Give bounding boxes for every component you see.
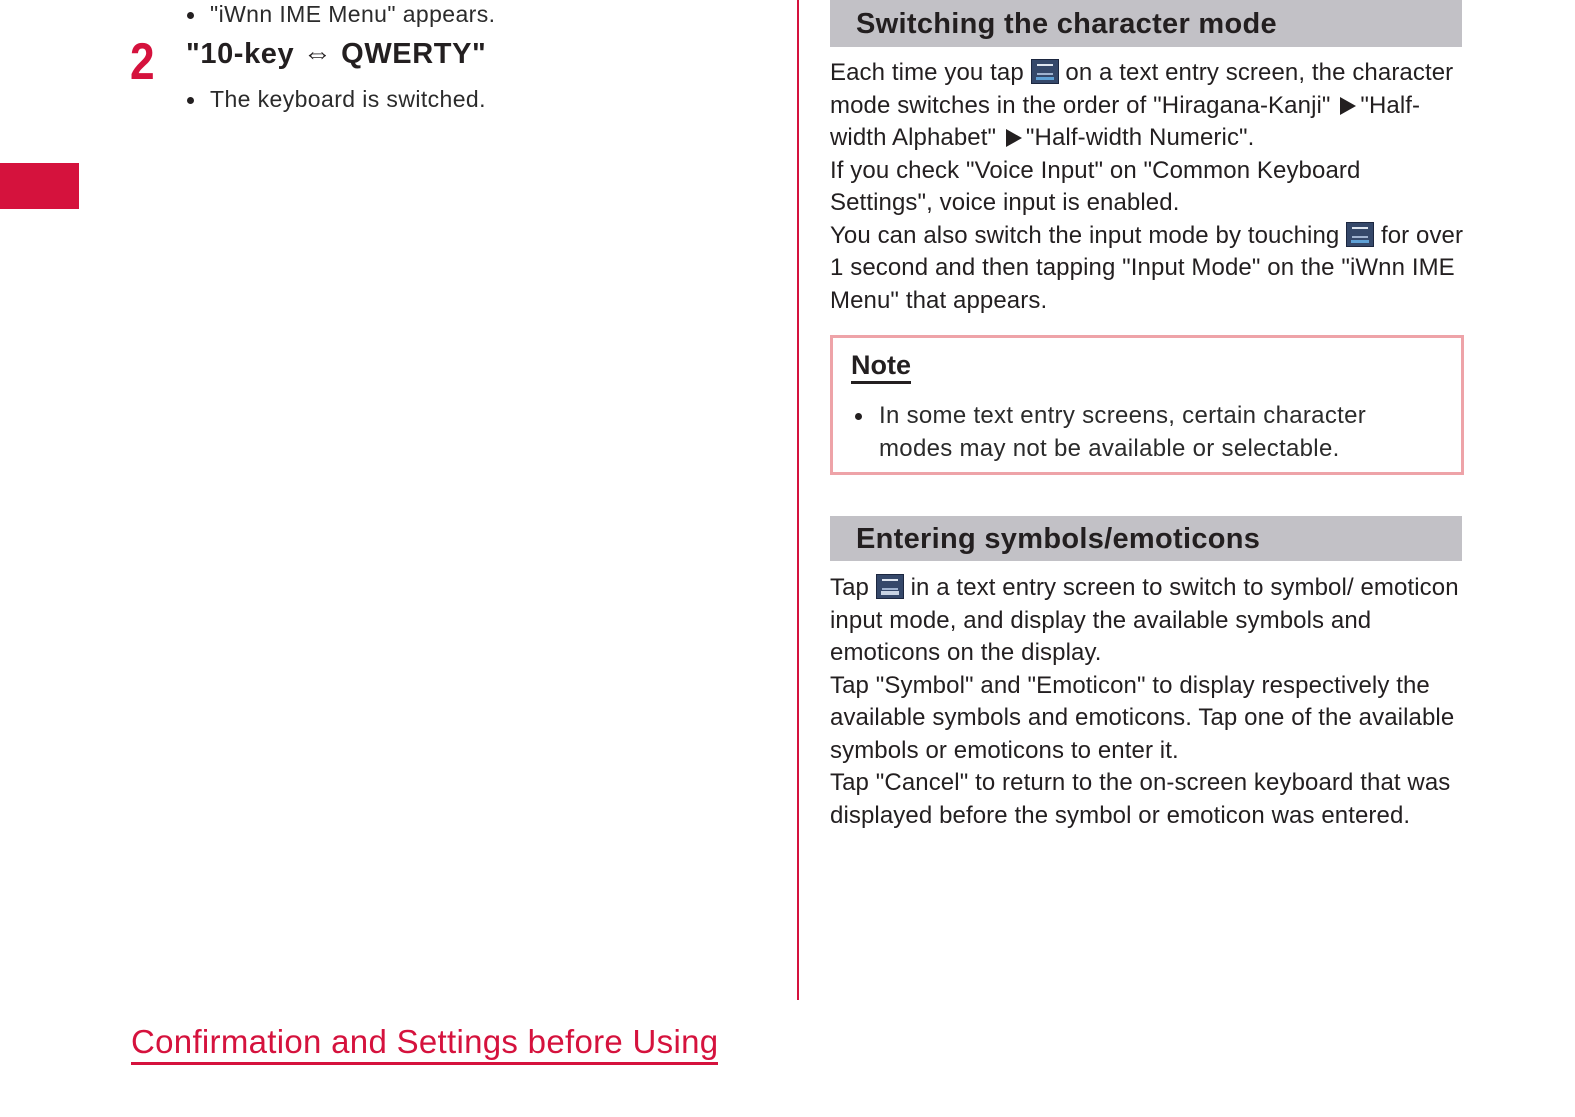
note-title: Note	[851, 350, 911, 384]
text-run: in a text entry screen to switch to symbol/ emoticon input mode, and display the available symbols and emoticons on the display.	[830, 574, 1459, 666]
text-run: "Half-width Alphabet"	[830, 91, 1421, 151]
text-run: You can also switch the input mode by touching	[830, 221, 1340, 249]
list-item-text: The keyboard is switched.	[210, 86, 486, 112]
note-item	[853, 400, 1443, 465]
bullet-icon	[855, 413, 862, 420]
section-heading-bar	[830, 0, 1462, 47]
text-run: for over 1 second and then tapping "Input Mode" on the "iWnn IME Menu" that appears.	[830, 221, 1464, 314]
section-heading-bar	[830, 516, 1462, 561]
bullet-icon	[187, 97, 194, 104]
text-run: Tap	[830, 574, 869, 601]
section-title: Switching the character mode	[856, 8, 1277, 40]
paragraph	[830, 220, 1470, 318]
paragraph: Tap "Symbol" and "Emoticon" to display respectively the available symbols and emoticons. Tap one of the available symbols or emoticons to enter it.	[830, 671, 1455, 764]
paragraph: Tap "Cancel" to return to the on-screen keyboard that was displayed before the symbol or emoticon was entered.	[830, 769, 1451, 829]
right-triangle-icon	[1340, 97, 1356, 115]
right-triangle-icon	[1006, 129, 1022, 147]
list-item	[187, 86, 486, 113]
character-mode-key-icon	[1346, 222, 1374, 247]
text-run: on a text entry screen, the character mode switches in the order of "Hiragana-Kanji"	[830, 59, 1454, 119]
list-item-text: "iWnn IME Menu" appears.	[210, 1, 496, 27]
note-item-text: In some text entry screens, certain character modes may not be available or selectable.	[879, 402, 1367, 462]
chapter-index-tab	[0, 163, 79, 209]
bullet-icon	[187, 12, 194, 19]
symbol-key-icon	[876, 574, 904, 599]
note-box	[830, 335, 1464, 475]
paragraph	[830, 572, 1470, 670]
character-mode-key-icon	[1031, 59, 1059, 84]
section-body	[830, 57, 1470, 317]
section-title: Entering symbols/emoticons	[856, 523, 1261, 555]
text-run: Each time you tap	[830, 59, 1024, 86]
paragraph	[830, 57, 1470, 155]
chapter-footer-link[interactable]: Confirmation and Settings before Using	[131, 1022, 718, 1065]
section-body	[830, 572, 1470, 832]
column-divider	[797, 0, 799, 1000]
paragraph: If you check "Voice Input" on "Common Keyboard Settings", voice input is enabled.	[830, 156, 1361, 216]
step-title: "10-key ⇔ QWERTY"	[186, 38, 487, 70]
step-number: 2	[130, 33, 155, 91]
text-run: "Half-width Numeric".	[1025, 124, 1255, 151]
list-item	[187, 1, 495, 28]
